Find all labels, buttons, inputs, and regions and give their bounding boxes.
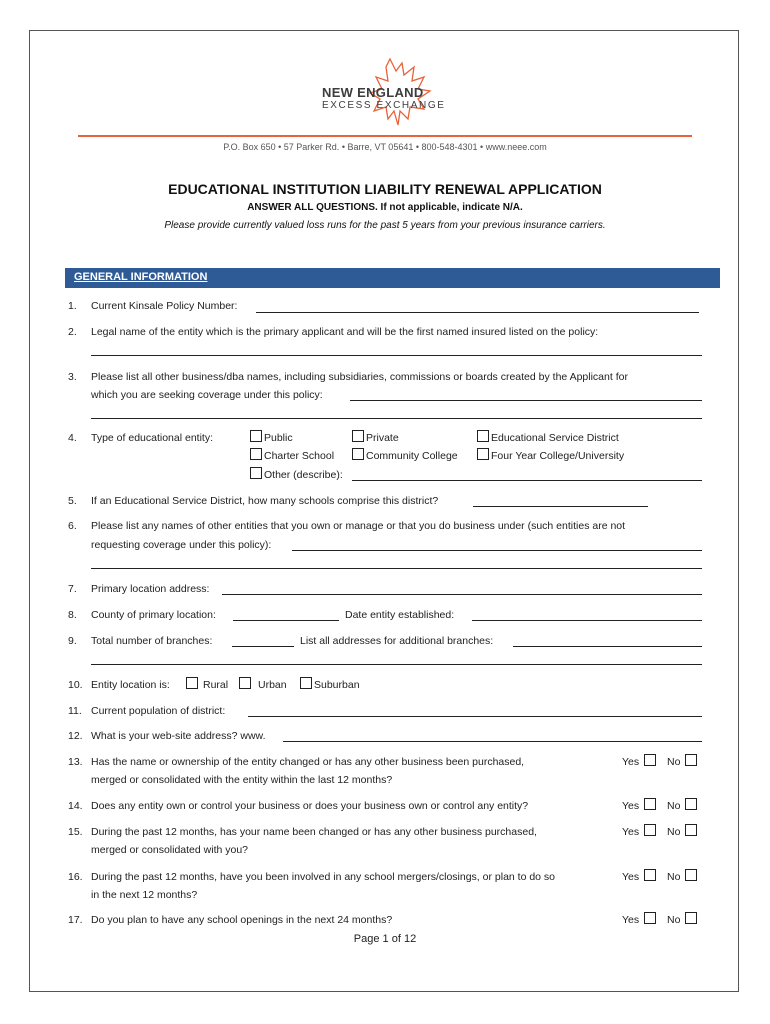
question-8-label-date: Date entity established: [345,609,455,621]
yes-label: Yes [622,914,640,926]
question-number: 9. [68,635,77,647]
question-number: 6. [68,520,77,532]
question-16-label-line1: During the past 12 months, have you been involved in any school mergers/closings, or plan to do so [91,871,556,883]
yes-label: Yes [622,826,640,838]
question-number: 8. [68,609,77,621]
label-community-college: Community College [366,450,458,462]
question-number: 1. [68,300,77,312]
schools-count-field[interactable] [473,506,648,507]
question-10-label: Entity location is: [91,679,170,691]
population-field[interactable] [248,716,702,717]
question-3-label-line2: which you are seeking coverage under this policy: [91,389,323,401]
question-number: 10. [68,679,83,691]
question-number: 13. [68,756,83,768]
other-entities-field-2[interactable] [91,568,702,569]
header-rule [78,135,692,137]
label-rural: Rural [203,679,229,691]
checkbox-q16-yes[interactable] [644,869,656,881]
question-14-label: Does any entity own or control your business or does your business own or control any entity? [91,800,529,812]
checkbox-public[interactable] [250,430,262,442]
question-15-label-line2: merged or consolidated with you? [91,844,249,856]
checkbox-q13-no[interactable] [685,754,697,766]
question-number: 4. [68,432,77,444]
checkbox-suburban[interactable] [300,677,312,689]
checkbox-rural[interactable] [186,677,198,689]
question-13-label-line1: Has the name or ownership of the entity changed or has any other business been purchased, [91,756,525,768]
question-11-label: Current population of district: [91,705,226,717]
form-instruction: Please provide currently valued loss runs for the past 5 years from your previous insurance carriers. [164,220,606,231]
page-number: Page 1 of 12 [353,933,417,945]
checkbox-other[interactable] [250,467,262,479]
branches-count-field[interactable] [232,646,294,647]
county-field[interactable] [233,620,339,621]
logo-text-line1: NEW ENGLAND [322,85,424,100]
question-number: 17. [68,914,83,926]
question-6-label-line1: Please list any names of other entities that you own or manage or that you do business under (such entities are not [91,520,626,532]
question-number: 16. [68,871,83,883]
dba-names-field[interactable] [350,400,702,401]
yes-label: Yes [622,756,640,768]
checkbox-q16-no[interactable] [685,869,697,881]
no-label: No [667,800,681,812]
branch-addresses-field[interactable] [513,646,702,647]
section-title: GENERAL INFORMATION [74,271,208,283]
date-established-field[interactable] [472,620,702,621]
checkbox-community-college[interactable] [352,448,364,460]
question-number: 3. [68,371,77,383]
checkbox-q14-yes[interactable] [644,798,656,810]
question-17-label: Do you plan to have any school openings in the next 24 months? [91,914,393,926]
question-15-label-line1: During the past 12 months, has your name been changed or has any other business purchased, [91,826,537,838]
question-8-label-county: County of primary location: [91,609,216,621]
label-suburban: Suburban [314,679,360,691]
checkbox-q15-yes[interactable] [644,824,656,836]
checkbox-private[interactable] [352,430,364,442]
label-charter-school: Charter School [264,450,335,462]
no-label: No [667,914,681,926]
question-1-label: Current Kinsale Policy Number: [91,300,238,312]
label-private: Private [366,432,399,444]
no-label: No [667,756,681,768]
question-13-label-line2: merged or consolidated with the entity within the last 12 months? [91,774,393,786]
primary-address-field[interactable] [222,594,702,595]
company-address: P.O. Box 650 • 57 Parker Rd. • Barre, VT 05641 • 800-548-4301 • www.neee.com [223,142,547,152]
section-header-general-information [65,268,720,288]
question-9-label-addresses: List all addresses for additional branches: [300,635,494,647]
form-title: EDUCATIONAL INSTITUTION LIABILITY RENEWAL APPLICATION [168,181,602,197]
question-2-label: Legal name of the entity which is the primary applicant and will be the first named insured listed on the policy: [91,326,599,338]
question-number: 5. [68,495,77,507]
question-number: 11. [68,705,82,717]
legal-name-field[interactable] [91,355,702,356]
question-9-label-branches: Total number of branches: [91,635,213,647]
question-number: 15. [68,826,83,838]
yes-label: Yes [622,800,640,812]
label-other: Other (describe): [264,469,343,481]
checkbox-q14-no[interactable] [685,798,697,810]
question-4-label: Type of educational entity: [91,432,213,444]
website-field[interactable] [283,741,702,742]
label-educational-service-district: Educational Service District [491,432,619,444]
checkbox-educational-service-district[interactable] [477,430,489,442]
question-12-label: What is your web-site address? www. [91,730,266,742]
question-number: 2. [68,326,77,338]
dba-names-field-2[interactable] [91,418,702,419]
question-5-label: If an Educational Service District, how many schools comprise this district? [91,495,439,507]
checkbox-q13-yes[interactable] [644,754,656,766]
question-7-label: Primary location address: [91,583,210,595]
question-number: 12. [68,730,83,742]
logo-text-line2: EXCESS EXCHANGE [322,100,446,111]
label-urban: Urban [258,679,287,691]
form-subtitle: ANSWER ALL QUESTIONS. If not applicable, indicate N/A. [247,202,523,213]
question-3-label-line1: Please list all other business/dba names, including subsidiaries, commissions or boards created by the Applicant for [91,371,628,383]
other-describe-field[interactable] [352,480,702,481]
question-number: 14. [68,800,83,812]
no-label: No [667,826,681,838]
company-logo [318,55,458,131]
checkbox-charter-school[interactable] [250,448,262,460]
other-entities-field[interactable] [292,550,702,551]
policy-number-field[interactable] [256,312,699,313]
checkbox-q17-no[interactable] [685,912,697,924]
question-number: 7. [68,583,77,595]
branch-addresses-field-2[interactable] [91,664,702,665]
label-four-year-college: Four Year College/University [491,450,625,462]
yes-label: Yes [622,871,640,883]
checkbox-four-year-college[interactable] [477,448,489,460]
label-public: Public [264,432,293,444]
checkbox-q17-yes[interactable] [644,912,656,924]
no-label: No [667,871,681,883]
checkbox-urban[interactable] [239,677,251,689]
question-6-label-line2: requesting coverage under this policy): [91,539,272,551]
checkbox-q15-no[interactable] [685,824,697,836]
question-16-label-line2: in the next 12 months? [91,889,198,901]
